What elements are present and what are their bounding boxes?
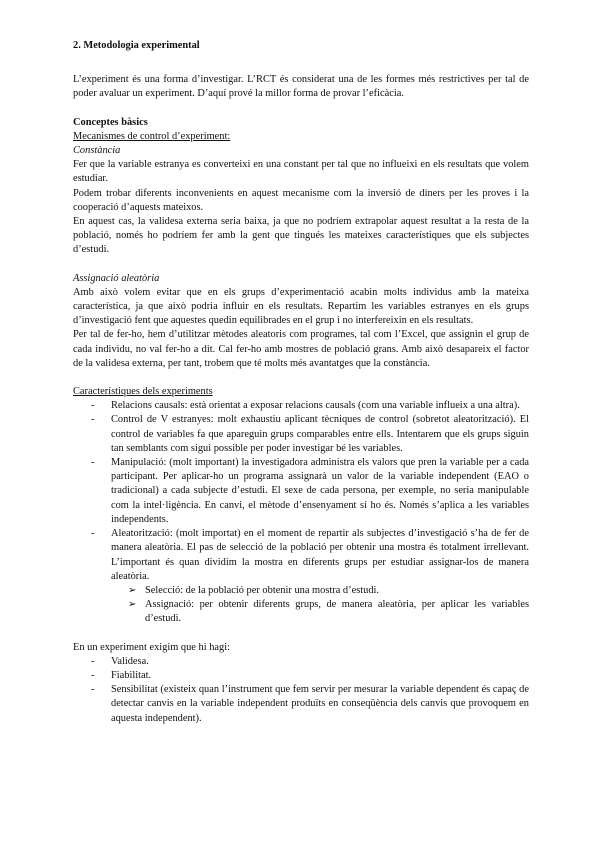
mechanisms-title: Mecanismes de control d’experiment:	[73, 130, 231, 142]
characteristics-title: Característiques dels experiments	[73, 386, 213, 398]
list-item: - Aleatorització: (molt importat) en el moment de repartir als subjectes d’investigació s’ha de fer de manera aleatòria. El pas de selecció de la població per obtenir una mostra és totalment irrellevant. L’important és quan dividim la mostra en diferents grups per estudiar assignar-los de manera aleatòria.	[73, 527, 529, 584]
constancy-paragraph-3: En aquest cas, la validesa externa seria baixa, ja que no podríem extrapolar aquest resultat a la resta de la població, només ho podríem fer amb la gent que tingués les mateixes característiques que els subjectes d’estudi.	[73, 216, 529, 256]
document-page	[73, 28, 529, 726]
randomization-sublist	[73, 584, 529, 627]
random-assignment-title: Assignació aleatòria	[73, 272, 160, 284]
section-heading: 2. Metodologia experimental	[73, 40, 200, 51]
list-item: - Validesa.	[73, 655, 529, 669]
arrow-bullet-icon: ➢	[128, 599, 137, 611]
requirements-intro: En un experiment exigim que hi hagi:	[73, 641, 230, 653]
random-paragraph-2: Per tal de fer-ho, hem d’utilitzar mètodes aleatoris com programes, tal com l’Excel, que assignin el grup de cada individu, no val fer-ho a dit. Cal fer-ho amb mostres de població grans. Amb això desapareix el factor de la validesa externa, per tant, trobem que té molts més avantatges que la constància.	[73, 329, 529, 369]
list-item	[73, 584, 529, 598]
sublist-text: Assignació: per obtenir diferents grups, de manera aleatòria, per aplicar les variables d’estudi.	[145, 599, 529, 625]
sublist-text: Selecció: de la població per obtenir una mostra d’estudi.	[145, 584, 380, 596]
concepts-title: Conceptes bàsics	[73, 116, 148, 128]
list-item: - Relacions causals: està orientat a exposar relacions causals (com una variable influeix a una altra).	[73, 399, 529, 413]
intro-paragraph: L’experiment és una forma d’investigar. L’RCT és considerat una de les formes més restrictives per tal de poder avaluar un experiment. D’aquí prové la millor forma de provar l’eficàcia.	[73, 74, 529, 100]
list-item: - Fiabilitat.	[73, 669, 529, 683]
list-item	[73, 598, 529, 626]
random-paragraph-1: Amb això volem evitar que en els grups d’experimentació acabin molts individus amb la mateixa característica, ja que això podria influir en els resultats. Repartim les variables estranyes en els grups d’investigació fent que aquestes quedin equilibrades en el grup i no interfereixin en els resultats.	[73, 286, 529, 327]
list-item: - Sensibilitat (existeix quan l’instrument que fem servir per mesurar la variable dependent és capaç de detectar canvis en la variable independent produïts en conseqüència dels canvis que provoquem en aquesta independent).	[73, 683, 529, 726]
constancy-title: Constància	[73, 145, 121, 157]
constancy-paragraph-2: Podem trobar diferents inconvenients en aquest mecanisme com la inversió de diners per les proves i la cooperació d’aquests mateixos.	[73, 187, 529, 213]
characteristics-list	[73, 399, 529, 584]
arrow-bullet-icon: ➢	[128, 584, 137, 596]
list-item: - Manipulació: (molt important) la investigadora administra els valors que pren la variable per a cada participant. Per aplicar-ho un programa assignarà un valor de la variable independent (EAO o tradicional) a cada subjecte d’estudi. El sexe de cada persona, per exemple, no seria manipulable com la intel·ligència. En canvi, el mètode d’ensenyament sí ho és. Només s’aplica a les variables independents.	[73, 456, 529, 527]
requirements-list	[73, 655, 529, 726]
constancy-paragraph-1: Fer que la variable estranya es converteixi en una constant per tal que no influeixi en els resultats que volem estudiar.	[73, 159, 529, 185]
list-item: - Control de V estranyes: molt exhaustiu aplicant tècniques de control (sobretot aleatorització). El control de variables fa que apareguin grups comparables entre ells. Intentarem que els grups siguin tan semblants com sigui possible per poder investigar bé les variables.	[73, 413, 529, 456]
